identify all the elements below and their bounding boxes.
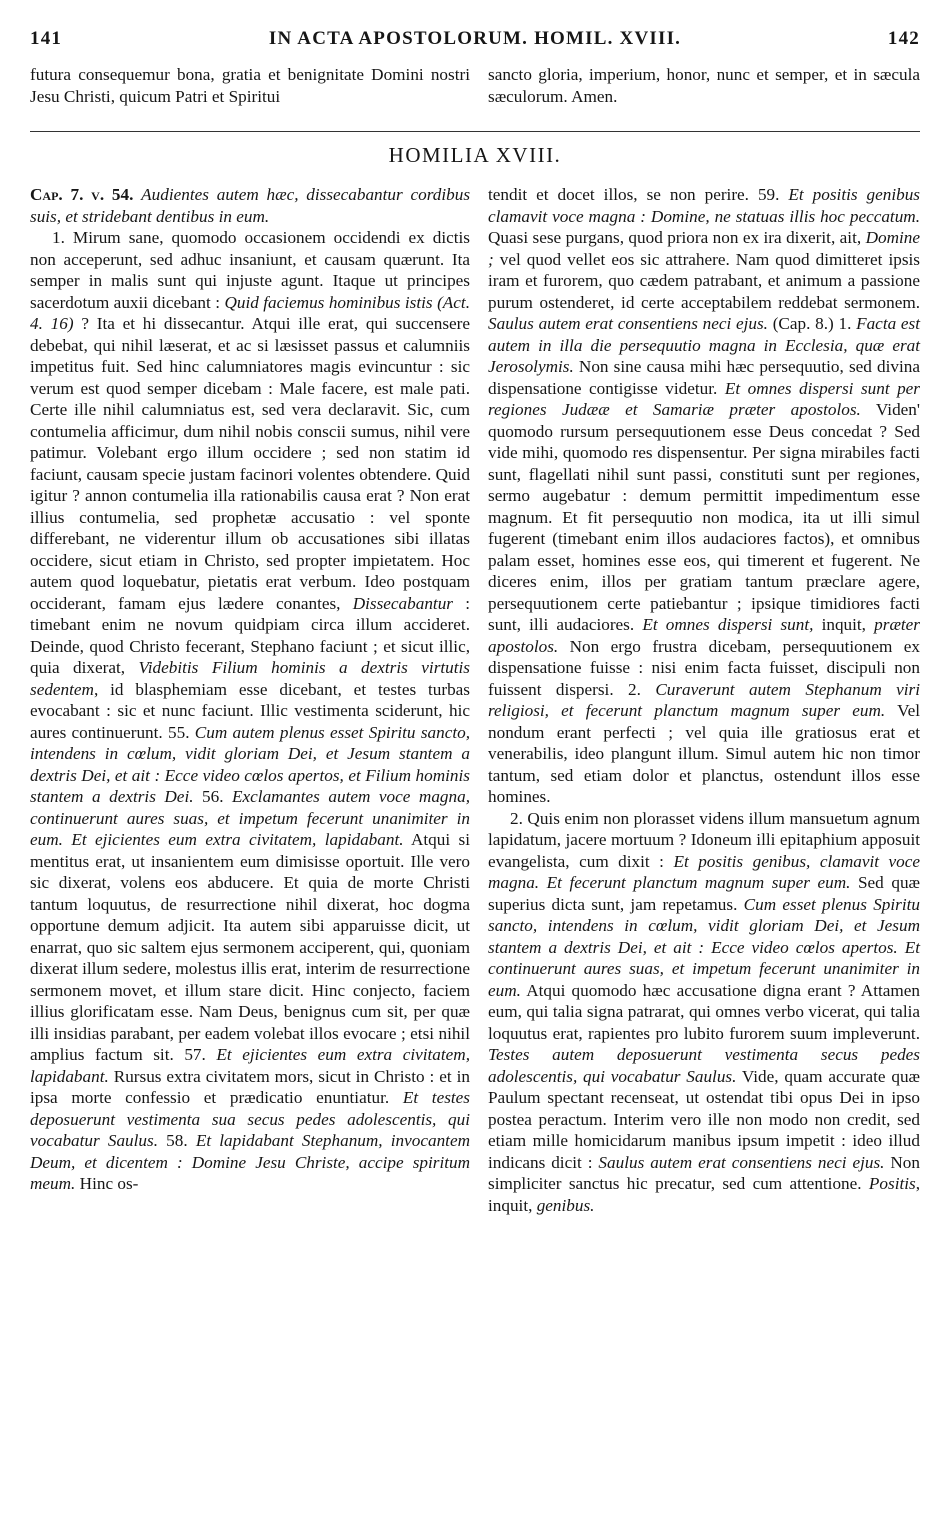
quote-run: Videbitis Filium hominis a dextris virtutis sedentem <box>30 658 470 699</box>
text-run: Rursus extra civitatem mors, sicut in Christo : et in ipsa morte confessio et prædicatio enuntiatur. <box>30 1066 470 1107</box>
text-run: Vide, quam accurate quæ Paulum spectant recenseat, ut ostendat tibi opus Dei in ipso postea peractum. Interim vero ille non modo non credit, sed etiam mille homicidarum manibus ipsum impetit : ideo illud indicans dicit : <box>488 1066 921 1172</box>
quote-run: Et omnes dispersi sunt, <box>642 615 814 634</box>
quote-run: Et positis genibus, clamavit voce magna. Et fecerunt planctum magnum super eum. <box>488 851 920 892</box>
lemma-text: Audientes autem hæc, dissecabantur cordibus suis, et stridebant dentibus in eum. <box>30 185 471 226</box>
quote-run: Et testes deposuerunt vestimenta sua secus pedes adolescentis, qui vocabatur Saulus. <box>30 1088 470 1150</box>
text-run: ? Ita et hi dissecantur. Atqui ille erat, qui succensere debebat, qui nihil læserat, et ac si læsisset passus et calumniis impetitus fuit. Sed hinc calumniatores magis evincuntur : sic verum est quod semper dicebam : Male facere, est male pati. Certe ille nihil calumniatus est, sed vera declaravit. Sic, cum contumelia afficimur, dum nihil nobis conscii sumus, nihil vere patimur. Volebant ergo illum occidere ; sed non statim id faciunt, causam specie justam facinori volentes obtendere. Quid igitur ? annon contumelia illa rationabilis causa erat ? Non erat illius contumelia, sed prophetæ accusatio : vel sponte differebant, ne viderentur illum ob accusationes sibi illatas occidere, sicut etiam in Christo, sed propter impietatem. Hoc autem quod loquebatur, pietatis erat verbum. Ideo postquam occiderant, famam ejus lædere conantes, <box>30 314 470 613</box>
quote-run: Domine ; <box>488 228 920 269</box>
text-run: Sed quæ superius dicta sunt, jam repetamus. <box>488 873 921 914</box>
quote-run: Cum esset plenus Spiritu sancto, intendens in cœlum, vidit gloriam Dei, et Jesum stantem a dextris Dei, et ait : Ecce video cœlos apertos. Et continuerunt aures suas, et impetum fecerunt unanimiter in eum. <box>488 894 920 1000</box>
text-run: Hinc os- <box>75 1174 139 1193</box>
quote-run: Curaverunt autem Stephanum viri religiosi, et fecerunt planctum magnum super eum. <box>488 679 920 720</box>
quote-run: præter apostolos. <box>488 615 920 656</box>
quote-run: Positis <box>868 1174 916 1193</box>
quote-run: Et lapidabant Stephanum, invocantem Deum, et dicentem : Domine Jesu Christe, accipe spiritum meum. <box>30 1131 470 1193</box>
quote-run: Quid faciemus hominibus istis (Act. 4. 16) <box>30 292 470 333</box>
left-column <box>30 184 470 1195</box>
text-run: Atqui quomodo hæc accusatione digna erant ? Attamen eum, qui talia signa patrarat, qui omnes verbo vicerat, qui talia loquutus erat, rapientes pro lubito furorem suum impleverunt. <box>488 980 920 1043</box>
quote-run: Et positis genibus clamavit voce magna : Domine, ne statuas illis hoc peccatum. <box>488 185 921 226</box>
homily-title: HOMILIA XVIII. <box>388 143 562 167</box>
text-run: Quasi sese purgans, quod priora non ex ira dixerit, ait, <box>488 228 866 247</box>
section-divider <box>30 131 920 132</box>
text-run: tendit et docet illos, se non perire. 59. <box>488 185 789 204</box>
page-number-right: 142 <box>887 28 920 49</box>
running-header <box>30 28 920 60</box>
text-run: , id blasphemiam esse dicebant, et testes turbas evocabant : sic et nunc faciunt. Illic vestimenta sciderunt, hic aures continuerunt. 55. <box>30 679 470 742</box>
text-run: : timebant enim ne novum quidpiam circa illum accideret. Deinde, quod Christo fecerant, Stephano faciunt ; et sicut illic, quia dixerat, <box>30 593 470 677</box>
text-run: , inquit, <box>488 1174 920 1215</box>
text-run: inquit, <box>813 615 875 634</box>
page-number-left: 141 <box>30 28 63 49</box>
paragraph <box>30 227 470 1195</box>
text-run: Non sine causa mihi hæc persequutio, sed divina dispensatione contigisse videtur. <box>488 357 920 398</box>
text-run: Atqui si mentitus erat, ut insanientem eum dimisisse oportuit. Ille vero sic dixerat, volens eos abducere. Et quia de morte Christi tantum loquutus, de resurrectione nihil dixerat, hoc dogma opportune demum adjicit. Ita autem sibi apparuisse dicit, ut enarrat, quo sic saltem ejus sermonem acciperent, qui, quoniam dixerat illum sedere, molestus illis erat, interim de resurrectione sermonem movet, et illum stare dicit. Hinc conjecto, faciem illius glorificatam esse. Nam Deus, benignus cum sit, per quæ illi insidias parabant, per eadem volebat illos evocare ; etsi nihil amplius factum sit. 57. <box>30 830 470 1064</box>
text-run: Non simpliciter sanctus hic precatur, sed cum attentione. <box>488 1152 920 1193</box>
running-title: IN ACTA APOSTOLORUM. HOMIL. XVIII. <box>268 28 682 49</box>
quote-run: Testes autem deposuerunt vestimenta secus pedes adolescentis, qui vocabatur Saulus. <box>488 1045 920 1086</box>
paragraph <box>488 184 920 808</box>
quote-run: Et ejicientes eum extra civitatem, lapidabant. <box>30 1045 470 1086</box>
quote-run: Saulus autem erat consentiens neci ejus. <box>598 1152 885 1172</box>
quote-run: Cum autem plenus esset Spiritu sancto, intendens in cœlum, vidit gloriam Dei, et Jesum stantem a dextris Dei, et ait : Ecce video cœlos apertos, et Filium hominis stantem a dextris Dei. <box>30 722 470 806</box>
text-run: vel quod vellet eos sic attrahere. Nam quod dimitteret ipsis iram et furorem, quo cædem patrabant, et animum a passione purum ostenderet, id certe acceptabilem reddebat sermonem. <box>488 249 920 312</box>
text-run: Viden' quomodo rursum persequutionem esse Deus concedat ? Sed vide mihi, quomodo res dispensentur. Per signa mirabiles facti sunt, flagellati nihil sunt passi, constituti sunt per regiones, sermo augebatur : demum permittit impedimentum esse magnum. Et fit persequutio non modica, ita ut illi simul fugerent (timebant enim illos audaciores factos), et omnibus palam esset, homines esse eos, qui timerent et fugerent. Ne diceres enim, illos per gratiam tantum præclare agere, persequutionem certe patiebantur ; ipsique timidiores facti sunt, illi audaciores. <box>488 400 920 634</box>
quote-run: Et omnes dispersi sunt per regiones Judææ et Samariæ præter apostolos. <box>488 378 920 419</box>
text-run: 56. <box>193 787 233 806</box>
top-right-fragment: sancto gloria, imperium, honor, nunc et semper, et in sæcula sæculorum. Amen. <box>488 65 920 106</box>
text-run: Vel nondum erant perfecti ; vel quia ille gratiosus erat et venerabilis, ideo plangunt illum. Simul autem hic non timor tantum, sed etiam dolor et planctus, ostendunt illos esse homines. <box>488 701 920 806</box>
quote-run: Facta est autem in illa die persequutio magna in Ecclesia, quæ erat Jerosolymis. <box>488 314 921 376</box>
top-left-fragment: futura consequemur bona, gratia et benignitate Domini nostri Jesu Christi, quicum Patri et Spiritui <box>30 65 470 106</box>
text-run: 1. Mirum sane, quomodo occasionem occidendi ex dictis non acceperunt, sed adhuc insaniunt, et causam quærunt. Ita semper in malis sunt qui injuste agunt. Itaque ut principes sacerdotum auxii dicebant : <box>30 228 470 312</box>
quote-run: Exclamantes autem voce magna, continuerunt aures suas, et impetum fecerunt unanimiter in eum. Et ejicientes eum extra civitatem, lapidabant. <box>30 787 470 849</box>
quote-run: genibus. <box>536 1195 595 1215</box>
text-run: 2. Quis enim non plorasset videns illum mansuetum agnum lapidatum, jacere mortuum ? Idoneum illi epitaphium apposuit evangelista, cum dixit : <box>488 808 920 871</box>
right-column <box>488 184 920 1216</box>
text-run: (Cap. 8.) 1. <box>767 314 857 333</box>
paragraph <box>488 808 920 1217</box>
lemma <box>30 184 470 227</box>
text-run: Non ergo frustra dicebam, persequutionem ex dispensatione fuisse : nisi enim facta fuisset, discipuli non fuissent dispersi. 2. <box>488 636 920 699</box>
quote-run: Dissecabantur <box>352 593 453 613</box>
quote-run: Saulus autem erat consentiens neci ejus. <box>488 314 768 333</box>
lemma-ref: Cap. 7. v. 54. <box>30 185 134 204</box>
text-run: 58. <box>158 1131 196 1150</box>
